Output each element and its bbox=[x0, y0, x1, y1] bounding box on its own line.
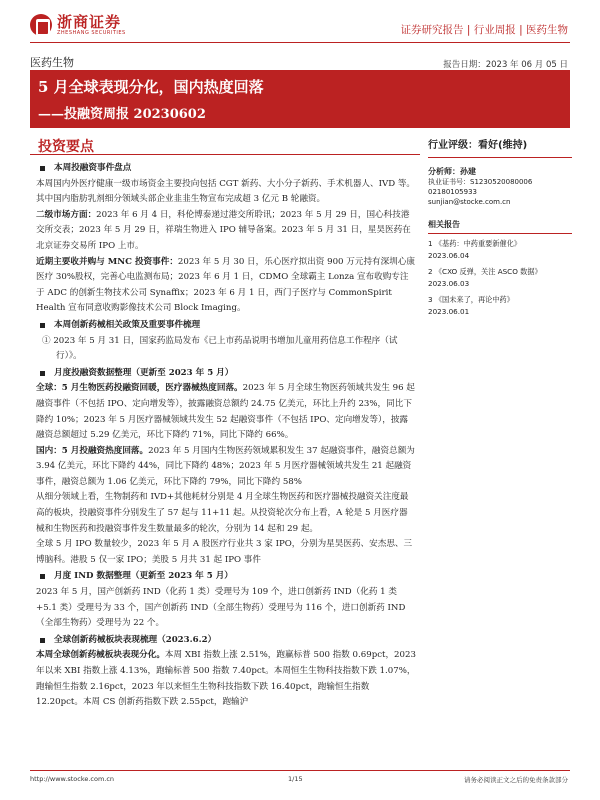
header-divider bbox=[30, 42, 570, 43]
paragraph: 2023 年 5 月，国产创新药 IND（化药 1 类）受理号为 109 个，进口创新药 IND（化药 1 类+5.1 类）受理号为 33 个，国产创新药 IND（全部生物药）受理号为 116 个，进口创新药 IND（全部生物药）受理号为 22 个。 bbox=[36, 587, 406, 629]
report-title: 5 月全球表现分化，国内热度回落 bbox=[38, 78, 264, 96]
section-title: 投资要点 bbox=[38, 139, 94, 155]
paragraph-lead: 二级市场方面： bbox=[36, 209, 97, 220]
related-report-date: 2023.06.04 bbox=[428, 251, 470, 260]
logo-name: 浙商证券 bbox=[57, 13, 122, 31]
company-logo bbox=[30, 14, 126, 36]
logo-icon bbox=[30, 14, 52, 36]
paragraph-body: 2023 年 5 月国内生物医药领域累积发生 37 起融资事件，融资总额为 3.94 亿美元，环比下降约 44%，同比下降约 48%；2023 年 5 月医疗器械领域共发生 21 起融资事件，融资总额为 1.06 亿美元，环比下降约 79%，同比下降约 58% bbox=[36, 445, 415, 487]
paragraph-body: 2023 年 5 月 30 日，乐心医疗拟出资 900 万元持有深圳心康医疗 30%股权，完善心电监测布局；2023 年 6 月 1 日，CDMO 全球霸主 Lonza 宣布收购专注于 ADC 的创新生物技术公司 Synaffix；2023 年 6 月 1 日，西门子医疗与 CommonSpirit Health 宣布同意收购影像技术公司 Block Imaging。 bbox=[36, 256, 416, 314]
report-category-nav: 证券研究报告 | 行业周报 | 医药生物 bbox=[400, 24, 568, 36]
bullet-heading: 本周创新药械相关政策及重要事件梳理 bbox=[36, 318, 416, 334]
disclaimer-note: 请务必阅读正文之后的免责条款部分 bbox=[464, 776, 568, 784]
paragraph-body: 2023 年 5 月全球生物医药领域共发生 96 起融资事件（不包括 IPO、定向增发等），披露融资总额约 24.75 亿美元，环比上升约 23%，同比下降约 10%；2023 年 5 月医疗器械领域共发生 52 起融资事件（不包括 IPO、定向增发等），披露融资总额超过 5.29 亿美元，环比下降约 71%，同比下降约 66%。 bbox=[36, 383, 415, 441]
paragraph-lead: 近期主要收并购与 MNC 投资事件： bbox=[36, 256, 178, 267]
paragraph: 本周国内外医疗健康一级市场资金主要投向包括 CGT 新药、大小分子新药、手术机器人、IVD 等。其中国内脂肪乳剂细分领域头部企业韭韭生物宣布完成超 3 亿元 B 轮融资。 bbox=[36, 178, 416, 205]
analyst-email[interactable]: sunjian@stocke.com.cn bbox=[428, 198, 511, 206]
page-number: 1/15 bbox=[288, 775, 303, 783]
related-report-item[interactable] bbox=[428, 238, 572, 262]
paragraph bbox=[36, 381, 416, 443]
related-report-title[interactable]: 3 《国未来了，再论中药》 bbox=[428, 295, 514, 304]
logo-text bbox=[57, 14, 126, 36]
footer-url[interactable]: http://www.stocke.com.cn bbox=[30, 775, 115, 783]
bullet-heading: 全球创新药械板块表现梳理（2023.6.2） bbox=[36, 633, 416, 649]
paragraph-body: 2023 年 6 月 4 日，科伦博泰递过港交所聆讯；2023 年 5 月 29 日，国心科技港交所交表；2023 年 5 月 29 日，祥瑞生物进入 IPO 辅导备案。2023 年 5 月 31 日，星昊医药在北京证券交易所 IPO 上市。 bbox=[36, 209, 411, 251]
paragraph bbox=[36, 444, 416, 491]
bullet-heading: 月度投融资数据整理（更新至 2023 年 5 月） bbox=[36, 366, 416, 382]
paragraph-lead: 全球：5 月生物医药投融资回暖，医疗器械热度回落。 bbox=[36, 383, 243, 394]
paragraph-body: 本周 XBI 指数上涨 2.51%，跑赢标普 500 指数 0.69pct，2023 年以来 XBI 指数上涨 4.13%，跑输标普 500 指数 7.40pct。本周恒生生物科技指数下跌 1.07%，跑输恒生指数 2.16pct，2023 年以来恒生生物科技指数下跌 16.40pct，跑输恒生指数 12.20pct。本周 CS 创新药指数下跌 2.55pct，跑输沪 bbox=[36, 650, 416, 708]
related-report-title[interactable]: 1 《基药：中药重要新催化》 bbox=[428, 239, 522, 248]
report-subtitle: ——投融资周报 20230602 bbox=[38, 107, 206, 122]
paragraph bbox=[36, 208, 416, 255]
bullet-heading: 月度 IND 数据整理（更新至 2023 年 5 月） bbox=[36, 569, 416, 585]
analyst-phone: 02180105933 bbox=[428, 188, 477, 196]
paragraph-lead: 本周全球创新药械板块表现分化。 bbox=[36, 650, 165, 661]
paragraph: 从细分领域上看，生物制药和 IVD+其他耗材分别是 4 月全球生物医药和医疗器械投融资关注度最高的板块，投融资事件分别发生了 57 起与 11+11 起。从投资轮次分布上看，A 轮是 5 月医疗器械和生物医药和投融资事件发生数量最多的轮次，分别为 14 起和 29 起。 bbox=[36, 492, 409, 534]
analyst-license: 执业证书号：S1230520080006 bbox=[428, 178, 533, 186]
footer-divider bbox=[30, 770, 570, 771]
paragraph bbox=[36, 648, 416, 710]
title-banner bbox=[30, 70, 570, 128]
related-report-item[interactable] bbox=[428, 266, 572, 290]
paragraph: 全球 5 月 IPO 数量较少，2023 年 5 月 A 股医疗行业共 3 家 IPO，分别为星昊医药、安杰思、三博脑科。港股 5 仅一家 IPO；美股 5 月共 31 起 IPO 事件 bbox=[36, 539, 413, 565]
report-date: 报告日期：2023 年 06 月 05 日 bbox=[443, 60, 568, 70]
sidebar bbox=[428, 136, 572, 318]
related-report-date: 2023.06.01 bbox=[428, 307, 470, 316]
related-report-date: 2023.06.03 bbox=[428, 279, 470, 288]
industry-rating: 行业评级：看好(维持) bbox=[428, 136, 572, 158]
bullet-heading: 本周投融资事件盘点 bbox=[36, 161, 416, 177]
section-divider bbox=[30, 154, 420, 155]
industry-tag: 医药生物 bbox=[30, 56, 74, 69]
paragraph-lead: 国内：5 月投融资热度回落。 bbox=[36, 445, 149, 456]
related-report-title[interactable]: 2 《CXO 反弹，关注 ASCO 数据》 bbox=[428, 267, 542, 276]
paragraph bbox=[36, 255, 416, 317]
logo-subtitle: ZHESHANG SECURITIES bbox=[57, 30, 126, 36]
related-reports-title: 相关报告 bbox=[428, 219, 572, 234]
main-content bbox=[36, 160, 416, 711]
related-report-item[interactable] bbox=[428, 294, 572, 318]
analyst-name: 分析师：孙建 bbox=[428, 167, 476, 176]
paragraph: ① 2023 年 5 月 31 日，国家药监局发布《已上市药品说明书增加儿童用药信息工作程序（试行）》。 bbox=[42, 335, 398, 362]
